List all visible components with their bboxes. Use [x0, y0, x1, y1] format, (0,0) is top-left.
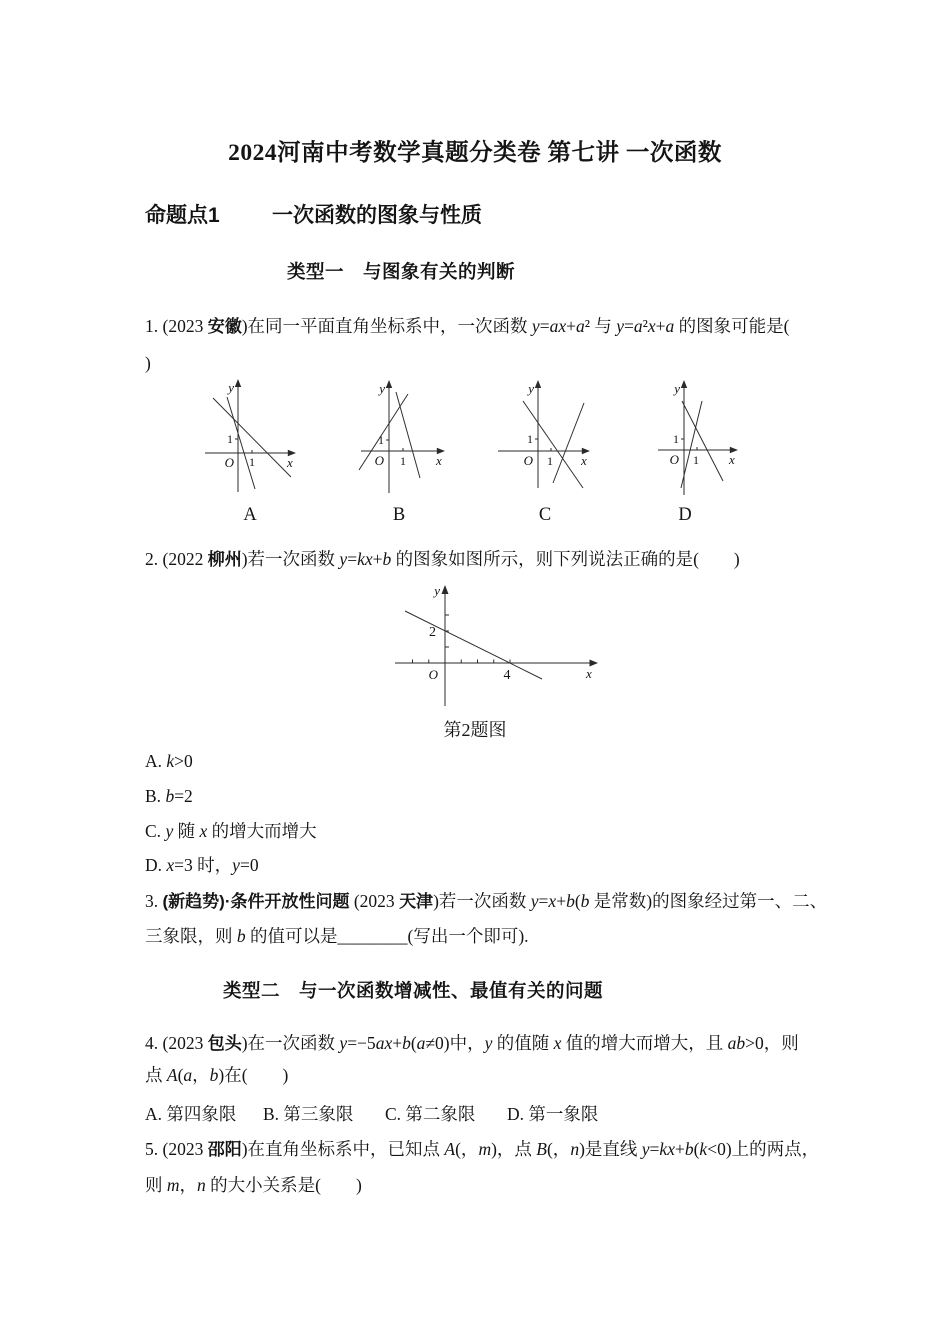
y-tick-label-1: 1	[527, 432, 533, 446]
function-line-increasing	[553, 403, 584, 483]
y-tick-label-1: 1	[378, 433, 384, 447]
type2-heading: 类型二 与一次函数增减性、最值有关的问题	[223, 980, 604, 1001]
origin-label: O	[374, 453, 384, 468]
question-2-line1: 2. (2022 柳州)若一次函数 y=kx+b 的图象如图所示，则下列说法正确的是( )	[145, 549, 740, 569]
q4-option-c: C. 第二象限	[385, 1104, 476, 1124]
section-title: 一次函数的图象与性质	[272, 204, 482, 227]
graph-b-letter: B	[392, 505, 406, 525]
q2-option-d: D. x=3 时，y=0	[145, 855, 259, 875]
question-5-line1: 5. (2023 邵阳)在直角坐标系中，已知点 A(，m)，点 B(，n)是直线 y=kx+b(k<0)上的两点，	[145, 1139, 820, 1159]
function-line-decreasing	[682, 401, 723, 481]
y-axis-arrow-icon	[442, 585, 449, 594]
x-tick-label-1: 1	[249, 455, 255, 469]
y-axis-label: y	[434, 583, 440, 598]
y-axis-arrow-icon	[235, 379, 241, 387]
q4-option-d: D. 第一象限	[507, 1104, 599, 1124]
x-tick-label-1: 1	[693, 453, 699, 467]
graph-d-letter: D	[678, 505, 692, 525]
y-axis-label: y	[674, 381, 680, 396]
y-tick-label-1: 1	[673, 432, 679, 446]
q2-option-c: C. y 随 x 的增大而增大	[145, 821, 317, 841]
graph-b-svg	[344, 378, 454, 498]
graph-c-svg	[490, 378, 600, 498]
graph-d-svg	[630, 378, 740, 498]
origin-label: O	[224, 455, 234, 470]
x-axis-label: x	[729, 452, 735, 467]
q4-option-b: B. 第三象限	[263, 1104, 354, 1124]
x-tick-label-1: 1	[400, 454, 406, 468]
q2-option-b: B. b=2	[145, 786, 193, 806]
y-axis-label: y	[228, 380, 234, 395]
y-axis-arrow-icon	[386, 380, 392, 388]
x-intercept-label: 4	[503, 668, 511, 683]
x-tick-label-1: 1	[547, 454, 553, 468]
y-axis-arrow-icon	[535, 380, 541, 388]
x-axis-label: x	[436, 453, 442, 468]
y-axis-label: y	[379, 381, 385, 396]
question-4-line1: 4. (2023 包头)在一次函数 y=−5ax+b(a≠0)中，y 的值随 x 值的增大而增大，且 ab>0，则	[145, 1033, 799, 1053]
y-axis-arrow-icon	[681, 380, 687, 388]
x-axis-label: x	[586, 666, 592, 681]
y-intercept-label: 2	[429, 625, 436, 640]
function-line	[405, 611, 542, 679]
page-title: 2024河南中考数学真题分类卷 第七讲 一次函数	[228, 140, 722, 166]
q2-graph	[390, 583, 605, 715]
graph-a-svg	[195, 378, 305, 498]
question-1-line2: )	[145, 353, 151, 373]
q1-graph-option-c	[490, 378, 600, 526]
q2-figure-caption: 第2题图	[443, 720, 507, 740]
q2-option-a: A. k>0	[145, 751, 193, 771]
graph-a-letter: A	[243, 505, 257, 525]
section-label: 命题点1	[145, 204, 220, 227]
q4-option-a: A. 第四象限	[145, 1104, 237, 1124]
y-axis-label: y	[528, 381, 534, 396]
x-axis-label: x	[287, 455, 293, 470]
q1-graph-option-a	[195, 378, 305, 526]
origin-label: O	[669, 452, 679, 467]
type1-heading: 类型一 与图象有关的判断	[287, 261, 516, 282]
origin-label: O	[428, 667, 438, 682]
q1-graph-option-b	[344, 378, 454, 526]
question-3-line2: 三象限，则 b 的值可以是________(写出一个即可).	[145, 926, 529, 946]
question-1-line1: 1. (2023 安徽)在同一平面直角坐标系中，一次函数 y=ax+a² 与 y=a²x+a 的图象可能是(	[145, 316, 790, 336]
graph-c-letter: C	[538, 505, 552, 525]
x-axis-label: x	[581, 453, 587, 468]
q1-graph-option-d	[630, 378, 740, 526]
question-5-line2: 则 m，n 的大小关系是( )	[145, 1175, 362, 1195]
question-3-line1: 3. (新趋势)·条件开放性问题 (2023 天津)若一次函数 y=x+b(b 是常数)的图象经过第一、二、	[145, 891, 828, 911]
q2-graph-svg	[390, 583, 605, 710]
y-tick-label-1: 1	[227, 432, 233, 446]
question-4-line2: 点 A(a，b)在( )	[145, 1065, 289, 1085]
origin-label: O	[523, 453, 533, 468]
